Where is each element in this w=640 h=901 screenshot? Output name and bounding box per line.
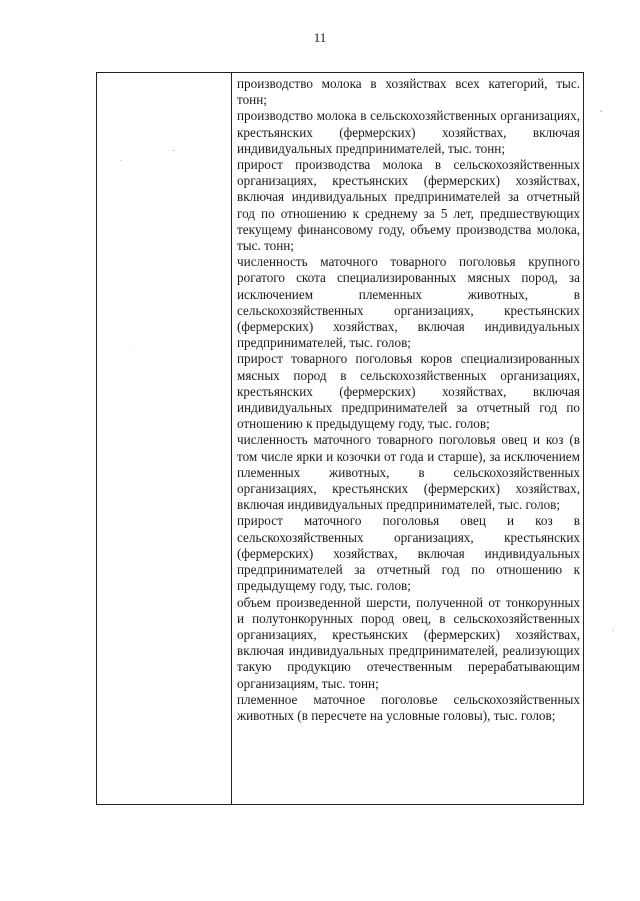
indicator-item: численность маточного товарного поголовья овец и коз (в том числе ярки и козочки от года и старше), за исключением племенных животных, в сельскохозяйственных организациях, крестьянских (фермерских) хозяйствах, включая индивидуальных предпринимателей, тыс. голов; xyxy=(237,432,580,513)
scan-speck xyxy=(130,350,131,351)
indicator-item: прирост товарного поголовья коров специализированных мясных пород в сельскохозяйственных организациях, крестьянских (фермерских) хозяйствах, включая индивидуальных предпринимателей за отчетный год по отношению к предыдущему году, тыс. голов; xyxy=(237,351,580,432)
indicator-item: племенное маточное поголовье сельскохозяйственных животных (в пересчете на условные головы), тыс. голов; xyxy=(237,691,580,723)
indicator-item: производство молока в сельскохозяйственных организациях, крестьянских (фермерских) хозяйствах, включая индивидуальных предпринимателей, тыс. тонн; xyxy=(237,108,580,156)
indicator-item: прирост маточного поголовья овец и коз в сельскохозяйственных организациях, крестьянских (фермерских) хозяйствах, включая индивидуальных предпринимателей за отчетный год по отношению к предыдущему году, тыс. голов; xyxy=(237,513,580,594)
indicators-table xyxy=(96,72,584,805)
indicator-item: численность маточного товарного поголовья крупного рогатого скота специализированных мясных пород, за исключением племенных животных, в сельскохозяйственных организациях, крестьянских (фермерских) хозяйствах, включая индивидуальных предпринимателей, тыс. голов; xyxy=(237,254,580,351)
indicator-item: производство молока в хозяйствах всех категорий, тыс. тонн; xyxy=(237,76,580,108)
scan-speck xyxy=(612,630,614,631)
scan-speck xyxy=(120,160,122,161)
indicator-item: объем произведенной шерсти, полученной от тонкорунных и полутонкорунных пород овец, в сельскохозяйственных организациях, крестьянских (фермерских) хозяйствах, включая индивидуальных предпринимателей, реализующих такую продукцию отечественным перерабатывающим организациям, тыс. тонн; xyxy=(237,594,580,691)
indicator-item: прирост производства молока в сельскохозяйственных организациях, крестьянских (фермерских) хозяйствах, включая индивидуальных предпринимателей за отчетный год по отношению к среднему за 5 лет, предшествующих текущему финансовому году, объему производства молока, тыс. тонн; xyxy=(237,157,580,254)
table-right-cell xyxy=(232,73,583,804)
scan-speck xyxy=(172,150,175,151)
scan-speck xyxy=(600,110,602,112)
page-number: 11 xyxy=(313,30,327,45)
table-left-cell xyxy=(97,73,232,804)
